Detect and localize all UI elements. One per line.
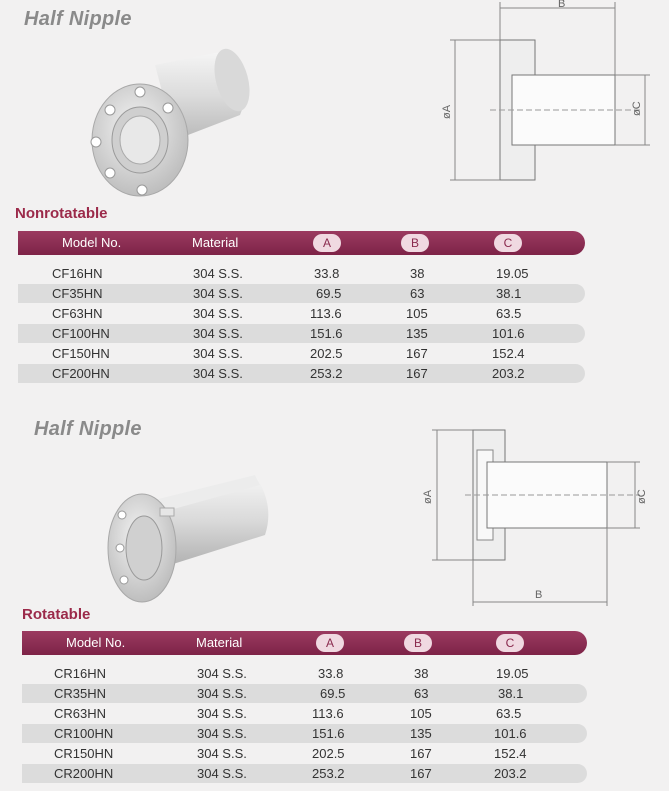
cell-model: CF200HN — [52, 366, 110, 381]
cell-a: 202.5 — [310, 346, 343, 361]
cell-a: 151.6 — [312, 726, 345, 741]
table-row — [22, 684, 587, 703]
header-material: Material — [192, 235, 239, 250]
cell-a: 33.8 — [314, 266, 340, 281]
cell-a: 69.5 — [316, 286, 342, 301]
cell-a: 202.5 — [312, 746, 345, 761]
diagram-label-a: øA — [422, 489, 434, 504]
cell-material: 304 S.S. — [193, 306, 243, 321]
cell-a: 253.2 — [310, 366, 343, 381]
diagram-label-a: øA — [441, 104, 453, 119]
header-a: A — [316, 634, 344, 652]
table-row — [18, 364, 585, 383]
cell-c: 101.6 — [494, 726, 527, 741]
cell-b: 63 — [414, 686, 429, 701]
cell-c: 38.1 — [496, 286, 522, 301]
cell-material: 304 S.S. — [193, 326, 243, 341]
diagram-label-c: øC — [636, 489, 648, 504]
cell-model: CR100HN — [54, 726, 114, 741]
table-row — [22, 764, 587, 783]
cell-model: CF16HN — [52, 266, 103, 281]
cell-material: 304 S.S. — [193, 266, 243, 281]
cell-c: 152.4 — [492, 346, 525, 361]
half-nipple-nonrotatable-image — [80, 40, 280, 210]
cell-model: CF150HN — [52, 346, 110, 361]
cell-model: CR16HN — [54, 666, 107, 681]
table-header-nonrotatable — [18, 231, 585, 255]
table-row — [18, 264, 585, 283]
cell-b: 38 — [414, 666, 429, 681]
cell-material: 304 S.S. — [197, 706, 247, 721]
header-c: C — [494, 234, 522, 252]
header-model: Model No. — [62, 235, 122, 250]
cell-model: CR150HN — [54, 746, 114, 761]
table-row — [18, 284, 585, 303]
cell-c: 101.6 — [492, 326, 525, 341]
cell-model: CR35HN — [54, 686, 107, 701]
cell-a: 113.6 — [310, 306, 342, 321]
cell-material: 304 S.S. — [193, 366, 243, 381]
diagram-label-b: B — [535, 589, 543, 601]
table-row — [22, 744, 587, 763]
cell-a: 113.6 — [312, 706, 344, 721]
cell-b: 167 — [406, 366, 428, 381]
cell-b: 167 — [406, 346, 428, 361]
header-b: B — [401, 234, 429, 252]
table-header-rotatable — [22, 631, 587, 655]
cell-c: 203.2 — [492, 366, 525, 381]
cell-material: 304 S.S. — [197, 666, 247, 681]
table-row — [18, 324, 585, 343]
cell-material: 304 S.S. — [193, 286, 243, 301]
cell-a: 33.8 — [318, 666, 344, 681]
header-material: Material — [196, 635, 243, 650]
cell-c: 152.4 — [494, 746, 527, 761]
section-title-nonrotatable: Half Nipple — [24, 8, 132, 30]
diagram-label-c: øC — [631, 101, 643, 116]
cell-material: 304 S.S. — [193, 346, 243, 361]
cell-model: CF100HN — [52, 326, 110, 341]
table-row — [18, 344, 585, 363]
cell-material: 304 S.S. — [197, 726, 247, 741]
subtitle-nonrotatable: Nonrotatable — [15, 205, 108, 222]
diagram-label-b: B — [558, 0, 566, 10]
cell-b: 135 — [406, 326, 428, 341]
cell-a: 151.6 — [310, 326, 343, 341]
header-model: Model No. — [66, 635, 126, 650]
section-title-rotatable: Half Nipple — [34, 418, 142, 440]
table-row — [22, 704, 587, 723]
cell-material: 304 S.S. — [197, 766, 247, 781]
table-row — [22, 724, 587, 743]
dimension-diagram-rotatable — [422, 420, 669, 610]
half-nipple-rotatable-image — [100, 460, 280, 610]
cell-b: 167 — [410, 746, 432, 761]
header-c: C — [496, 634, 524, 652]
cell-c: 63.5 — [496, 306, 522, 321]
cell-b: 167 — [410, 766, 432, 781]
subtitle-rotatable: Rotatable — [22, 606, 91, 623]
cell-b: 105 — [406, 306, 428, 321]
table-row — [22, 664, 587, 683]
header-b: B — [404, 634, 432, 652]
cell-c: 203.2 — [494, 766, 527, 781]
cell-c: 38.1 — [498, 686, 524, 701]
cell-b: 105 — [410, 706, 432, 721]
cell-c: 63.5 — [496, 706, 522, 721]
cell-a: 69.5 — [320, 686, 346, 701]
cell-c: 19.05 — [496, 666, 529, 681]
cell-b: 63 — [410, 286, 425, 301]
table-row — [18, 304, 585, 323]
cell-b: 38 — [410, 266, 425, 281]
cell-c: 19.05 — [496, 266, 529, 281]
cell-a: 253.2 — [312, 766, 345, 781]
cell-model: CF35HN — [52, 286, 103, 301]
cell-model: CR63HN — [54, 706, 107, 721]
cell-model: CF63HN — [52, 306, 103, 321]
cell-material: 304 S.S. — [197, 686, 247, 701]
cell-b: 135 — [410, 726, 432, 741]
dimension-diagram-nonrotatable — [440, 0, 669, 190]
header-a: A — [313, 234, 341, 252]
cell-model: CR200HN — [54, 766, 114, 781]
cell-material: 304 S.S. — [197, 746, 247, 761]
